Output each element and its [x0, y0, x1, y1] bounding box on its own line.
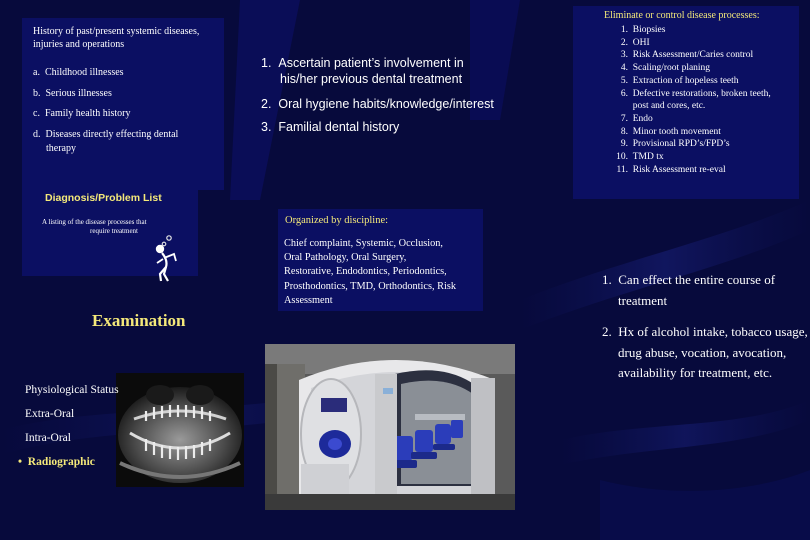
eliminate-item-cont: post and cores, etc. [632, 101, 706, 112]
eliminate-item: 10. TMD tx [616, 152, 664, 163]
eliminate-item: 7. Endo [620, 113, 653, 124]
course-item-1: 1. Can effect the entire course of treatment [602, 272, 776, 308]
eliminate-item: 2. OHI [620, 37, 650, 48]
eliminate-item: 6. Defective restorations, broken teeth, [620, 88, 771, 99]
bullet-icon: • [18, 456, 23, 468]
examination-title: Examination [92, 311, 186, 330]
involvement-item-3: 3. Familial dental history [261, 119, 400, 134]
history-list [33, 63, 178, 156]
eliminate-list [606, 24, 771, 176]
panoramic-xray-image [116, 373, 244, 487]
history-item-d: d. Diseases directly effecting dental therapy [33, 128, 179, 154]
thinking-stick-figure-icon [150, 234, 184, 284]
eliminate-item: 1. Biopsies [620, 25, 666, 35]
eliminate-item: 11. Risk Assessment re-eval [616, 164, 726, 175]
organized-title: Organized by discipline: [285, 215, 389, 226]
history-item-c: c. Family health history [33, 108, 131, 119]
exam-item-physiological: Physiological Status [25, 384, 119, 396]
diagnosis-title: Diagnosis/Problem List [45, 192, 162, 204]
eliminate-item: 3. Risk Assessment/Caries control [620, 50, 754, 61]
examination-list [18, 378, 119, 474]
exam-item-extra-oral: Extra-Oral [25, 408, 75, 420]
history-item-a: a. Childhood illnesses [33, 67, 124, 78]
involvement-item-1: 1. Ascertain patient’s involvement in his/her previous dental treatment [261, 56, 464, 86]
exam-item-intra-oral: Intra-Oral [25, 432, 71, 444]
diagnosis-desc: A listing of the disease processes that require treatment [42, 218, 147, 235]
eliminate-item: 9. Provisional RPD’s/FPD’s [620, 139, 730, 150]
involvement-list [261, 56, 494, 135]
hyperbaric-chamber-photo [265, 344, 515, 510]
exam-item-radiographic: • Radiographic [18, 456, 95, 468]
course-list [602, 270, 808, 384]
course-item-2: 2. Hx of alcohol intake, tobacco usage, drug abuse, vocation, avocation, availability for treatment, etc. [602, 324, 808, 380]
organized-lines: Chief complaint, Systemic, Occlusion, Oral Pathology, Oral Surgery, Restorative, Endodontics, Periodontics, Prosthodontics, TMD, Orthodontics, Risk Assessment [284, 238, 457, 306]
eliminate-title: Eliminate or control disease processes: [604, 10, 760, 21]
eliminate-item: 8. Minor tooth movement [620, 126, 721, 137]
history-title: History of past/present systemic diseases, injuries and operations [33, 26, 200, 50]
eliminate-item: 5. Extraction of hopeless teeth [620, 75, 739, 86]
involvement-item-2: 2. Oral hygiene habits/knowledge/interest [261, 97, 494, 111]
eliminate-item: 4. Scaling/root planing [620, 63, 711, 74]
history-item-b: b. Serious illnesses [33, 87, 112, 99]
